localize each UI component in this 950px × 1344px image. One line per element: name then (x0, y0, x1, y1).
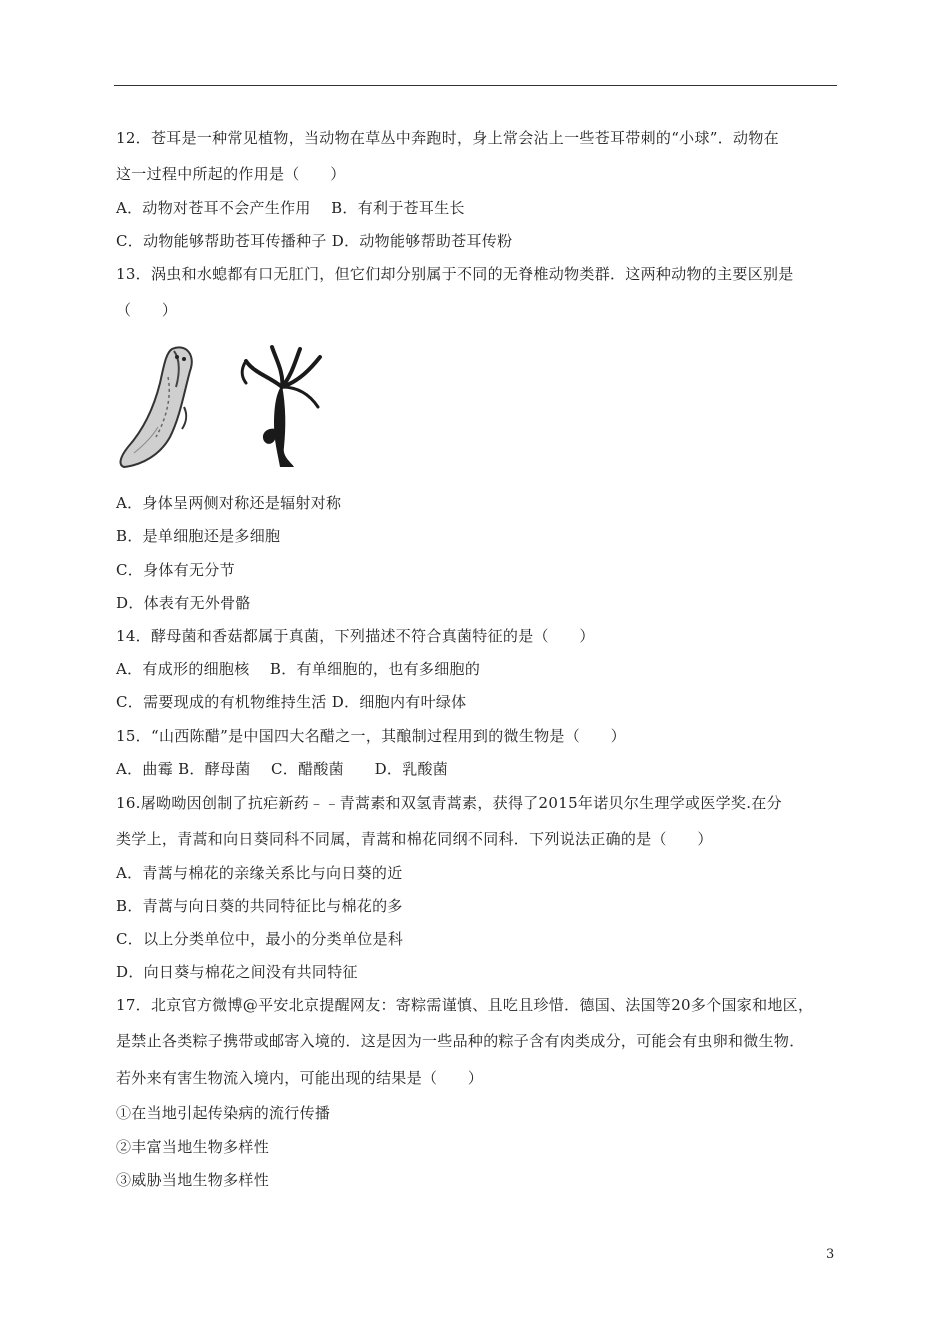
q12-options-ab: A．动物对苍耳不会产生作用 B．有利于苍耳生长 (116, 199, 465, 217)
q17-stem-line2: 是禁止各类粽子携带或邮寄入境的．这是因为一些品种的粽子含有肉类成分，可能会有虫卵和微生物． (116, 1032, 805, 1050)
q12-stem-line2: 这一过程中所起的作用是（ ） (116, 165, 346, 183)
q12-stem-line1: 12．苍耳是一种常见植物，当动物在草丛中奔跑时，身上常会沾上一些苍耳带刺的“小球”．动物在 (116, 129, 779, 147)
q13-option-a: A．身体呈两侧对称还是辐射对称 (116, 494, 342, 512)
q15-stem: 15．“山西陈醋”是中国四大名醋之一，其酿制过程用到的微生物是（ ） (116, 727, 626, 745)
q17-stem-line3: 若外来有害生物流入境内，可能出现的结果是（ ） (116, 1069, 484, 1087)
q15-options: A．曲霉 B．酵母菌 C．醋酸菌 D．乳酸菌 (116, 760, 449, 778)
q17-item-3: ③威胁当地生物多样性 (116, 1171, 270, 1189)
header-rule (114, 85, 837, 86)
q16-stem-line2: 类学上，青蒿和向日葵同科不同属，青蒿和棉花同纲不同科．下列说法正确的是（ ） (116, 830, 713, 848)
q13-option-b: B．是单细胞还是多细胞 (116, 527, 281, 545)
q13-option-d: D．体表有无外骨骼 (116, 594, 251, 612)
q12-options-cd: C．动物能够帮助苍耳传播种子 D．动物能够帮助苍耳传粉 (116, 232, 513, 250)
q13-stem-line1: 13．涡虫和水螅都有口无肛门，但它们却分别属于不同的无脊椎动物类群．这两种动物的主要区别是 (116, 265, 794, 283)
q16-option-c: C．以上分类单位中，最小的分类单位是科 (116, 930, 404, 948)
q16-stem-line1: 16.屠呦呦因创制了抗疟新药﹣﹣青蒿素和双氢青蒿素，获得了2015年诺贝尔生理学或医学奖.在分 (116, 794, 782, 812)
q13-stem-line2: （ ） (116, 301, 178, 319)
hydra-illustration (242, 347, 320, 467)
q17-stem-line1: 17．北京官方微博@平安北京提醒网友：寄粽需谨慎、且吃且珍惜．德国、法国等20多个国家和地区， (116, 996, 814, 1014)
q14-options-cd: C．需要现成的有机物维持生活 D．细胞内有叶绿体 (116, 693, 467, 711)
q17-item-2: ②丰富当地生物多样性 (116, 1138, 270, 1156)
q14-options-ab: A．有成形的细胞核 B．有单细胞的，也有多细胞的 (116, 660, 481, 678)
q14-stem: 14．酵母菌和香菇都属于真菌，下列描述不符合真菌特征的是（ ） (116, 627, 595, 645)
q17-item-1: ①在当地引起传染病的流行传播 (116, 1104, 331, 1122)
flatworm-hydra-figure (114, 337, 336, 473)
q16-option-b: B．青蒿与向日葵的共同特征比与棉花的多 (116, 897, 403, 915)
q16-option-d: D．向日葵与棉花之间没有共同特征 (116, 963, 358, 981)
q16-option-a: A．青蒿与棉花的亲缘关系比与向日葵的近 (116, 864, 403, 882)
page-number: 3 (826, 1247, 835, 1262)
q13-option-c: C．身体有无分节 (116, 561, 235, 579)
planarian-illustration (121, 347, 192, 467)
